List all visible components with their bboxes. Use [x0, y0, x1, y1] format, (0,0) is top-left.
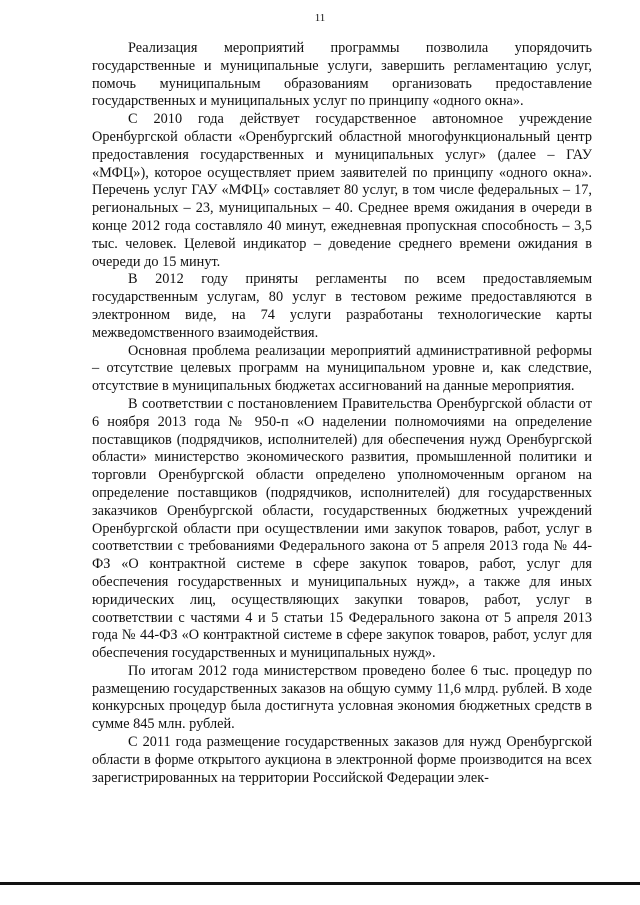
- paragraph-5: В соответствии с постановлением Правительства Оренбургской области от 6 ноября 2013 года № 950-п «О наделении полномочиями на определение поставщиков (подрядчиков, исполнителей) для обеспечения нужд Оренбургской области» министерство экономического развития, промышленной политики и торговли Оренбургской области определено уполномоченным органом на определение поставщиков (подрядчиков, исполнителей) для государственных заказчиков Оренбургской области, государственных бюджетных учреждений Оренбургской области при осуществлении ими закупок товаров, работ, услуг в соответствии с требованиями Федерального закона от 5 апреля 2013 года № 44-ФЗ «О контрактной системе в сфере закупок товаров, работ, услуг для обеспечения государственных и муниципальных нужд», а также для иных юридических лиц, осуществляющих закупки товаров, работ, услуг в соответствии с частями 4 и 5 статьи 15 Федерального закона от 5 апреля 2013 года № 44-ФЗ «О контрактной системе в сфере закупок товаров, работ, услуг для обеспечения государственных и муниципальных нужд».: [92, 395, 592, 662]
- page-number: 11: [314, 12, 326, 24]
- document-body: [92, 40, 592, 787]
- bottom-rule: [0, 882, 640, 885]
- paragraph-2: С 2010 года действует государственное автономное учреждение Оренбургской области «Оренбургский областной многофункциональный центр предоставления государственных и муниципальных услуг» (далее – ГАУ «МФЦ»), которое осуществляет прием заявителей по принципу «одного окна». Перечень услуг ГАУ «МФЦ» составляет 80 услуг, в том числе федеральных – 17, региональных – 23, муниципальных – 40. Среднее время ожидания в очереди в конце 2012 года составляло 40 минут, ежедневная пропускная способность – 3,5 тыс. человек. Целевой индикатор – доведение среднего времени ожидания в очереди до 15 минут.: [92, 111, 592, 270]
- paragraph-6: По итогам 2012 года министерством проведено более 6 тыс. процедур по размещению государственных заказов на общую сумму 11,6 млрд. рублей. В ходе конкурсных процедур была достигнута условная экономия бюджетных средств в сумме 845 млн. рублей.: [92, 662, 592, 733]
- paragraph-3: В 2012 году приняты регламенты по всем предоставляемым государственным услугам, 80 услуг в тестовом режиме предоставляются в электронном виде, на 74 услуги разработаны технологические карты межведомственного взаимодействия.: [92, 271, 592, 341]
- paragraph-7: С 2011 года размещение государственных заказов для нужд Оренбургской области в форме открытого аукциона в электронной форме производится на всех зарегистрированных на территории Российской Федерации элек-: [92, 734, 592, 786]
- paragraph-4: Основная проблема реализации мероприятий административной реформы – отсутствие целевых программ на муниципальном уровне и, как следствие, отсутствие в муниципальных бюджетах ассигнований на данные мероприятия.: [92, 342, 592, 395]
- paragraph-1: Реализация мероприятий программы позволила упорядочить государственные и муниципальные услуги, завершить регламентацию услуг, помочь муниципальным образованиям организовать предоставление государственных и муниципальных услуг по принципу «одного окна».: [92, 40, 592, 110]
